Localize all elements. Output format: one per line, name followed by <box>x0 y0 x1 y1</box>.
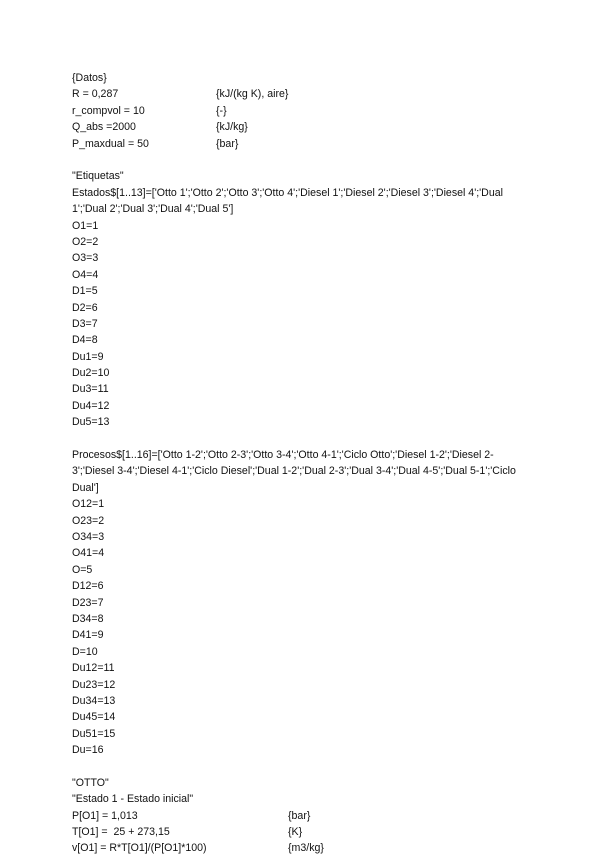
datos-header: {Datos} <box>72 72 107 84</box>
proceso-item: Du12=11 <box>72 662 115 675</box>
proceso-item: D41=9 <box>72 629 104 642</box>
proceso-item: O34=3 <box>72 531 105 544</box>
datos-row <box>72 119 532 135</box>
proceso-item: D=10 <box>72 645 98 658</box>
spacer <box>72 758 532 774</box>
otto-row <box>72 808 532 824</box>
etiqueta-item: Du3=11 <box>72 383 109 396</box>
otto-row <box>72 840 532 856</box>
etiqueta-item: Du4=12 <box>72 399 110 412</box>
datos-row <box>72 103 532 119</box>
otto-header: "OTTO" <box>72 776 109 789</box>
otto-expr: P[O1] = 1,013 <box>72 809 138 822</box>
otto-unit: {K} <box>288 826 303 839</box>
code-listing <box>72 70 532 857</box>
otto-subheader: "Estado 1 - Estado inicial" <box>72 793 194 806</box>
otto-unit: {m3/kg} <box>288 842 324 855</box>
etiqueta-item: Du5=13 <box>72 416 110 429</box>
procesos-definition: Procesos$[1..16]=['Otto 1-2';'Otto 2-3';'Otto 3-4';'Otto 4-1';'Ciclo Otto';'Diesel 1-2';'Diesel 2-3';'Diesel 3-4';'Diesel 4-1';'Ciclo Diesel';'Dual 1-2';'Dual 2-3';'Dual 3-4';'Dual 4-5';'Dual 5-1';'Ciclo Dual'] <box>72 449 516 494</box>
datos-expr: P_maxdual = 50 <box>72 137 149 150</box>
datos-row <box>72 86 532 102</box>
proceso-item: Du51=15 <box>72 727 116 740</box>
etiqueta-item: D3=7 <box>72 317 98 330</box>
proceso-item: D12=6 <box>72 580 104 593</box>
proceso-item: O12=1 <box>72 498 105 511</box>
proceso-item: Du45=14 <box>72 711 116 724</box>
etiqueta-item: O1=1 <box>72 219 99 232</box>
datos-unit: {-} <box>216 104 227 117</box>
datos-expr: R = 0,287 <box>72 88 119 101</box>
proceso-item: Du23=12 <box>72 678 116 691</box>
proceso-item: Du=16 <box>72 744 104 757</box>
etiqueta-item: O3=3 <box>72 252 99 265</box>
spacer <box>72 152 532 168</box>
etiquetas-header: "Etiquetas" <box>72 170 124 183</box>
etiqueta-item: D4=8 <box>72 334 98 347</box>
estados-definition: Estados$[1..13]=['Otto 1';'Otto 2';'Otto 3';'Otto 4';'Diesel 1';'Diesel 2';'Diesel 3';'Diesel 4';'Dual 1';'Dual 2';'Dual 3';'Dual 4';'Dual 5'] <box>72 186 503 216</box>
otto-expr: v[O1] = R*T[O1]/(P[O1]*100) <box>72 842 207 855</box>
otto-expr: T[O1] = 25 + 273,15 <box>72 826 170 839</box>
datos-row <box>72 136 532 152</box>
proceso-item: O=5 <box>72 563 93 576</box>
otto-unit: {bar} <box>288 809 311 822</box>
datos-unit: {bar} <box>216 137 239 150</box>
proceso-item: Du34=13 <box>72 694 116 707</box>
etiqueta-item: O2=2 <box>72 235 99 248</box>
proceso-item: D34=8 <box>72 612 104 625</box>
datos-expr: Q_abs =2000 <box>72 121 136 134</box>
etiqueta-item: D2=6 <box>72 301 98 314</box>
proceso-item: O23=2 <box>72 514 105 527</box>
etiqueta-item: D1=5 <box>72 285 98 298</box>
spacer <box>72 431 532 447</box>
datos-unit: {kJ/(kg K), aire} <box>216 88 289 101</box>
datos-expr: r_compvol = 10 <box>72 104 145 117</box>
etiqueta-item: O4=4 <box>72 268 99 281</box>
proceso-item: D23=7 <box>72 596 104 609</box>
etiqueta-item: Du2=10 <box>72 367 110 380</box>
etiqueta-item: Du1=9 <box>72 350 104 363</box>
otto-row <box>72 824 532 840</box>
proceso-item: O41=4 <box>72 547 105 560</box>
datos-unit: {kJ/kg} <box>216 121 248 134</box>
